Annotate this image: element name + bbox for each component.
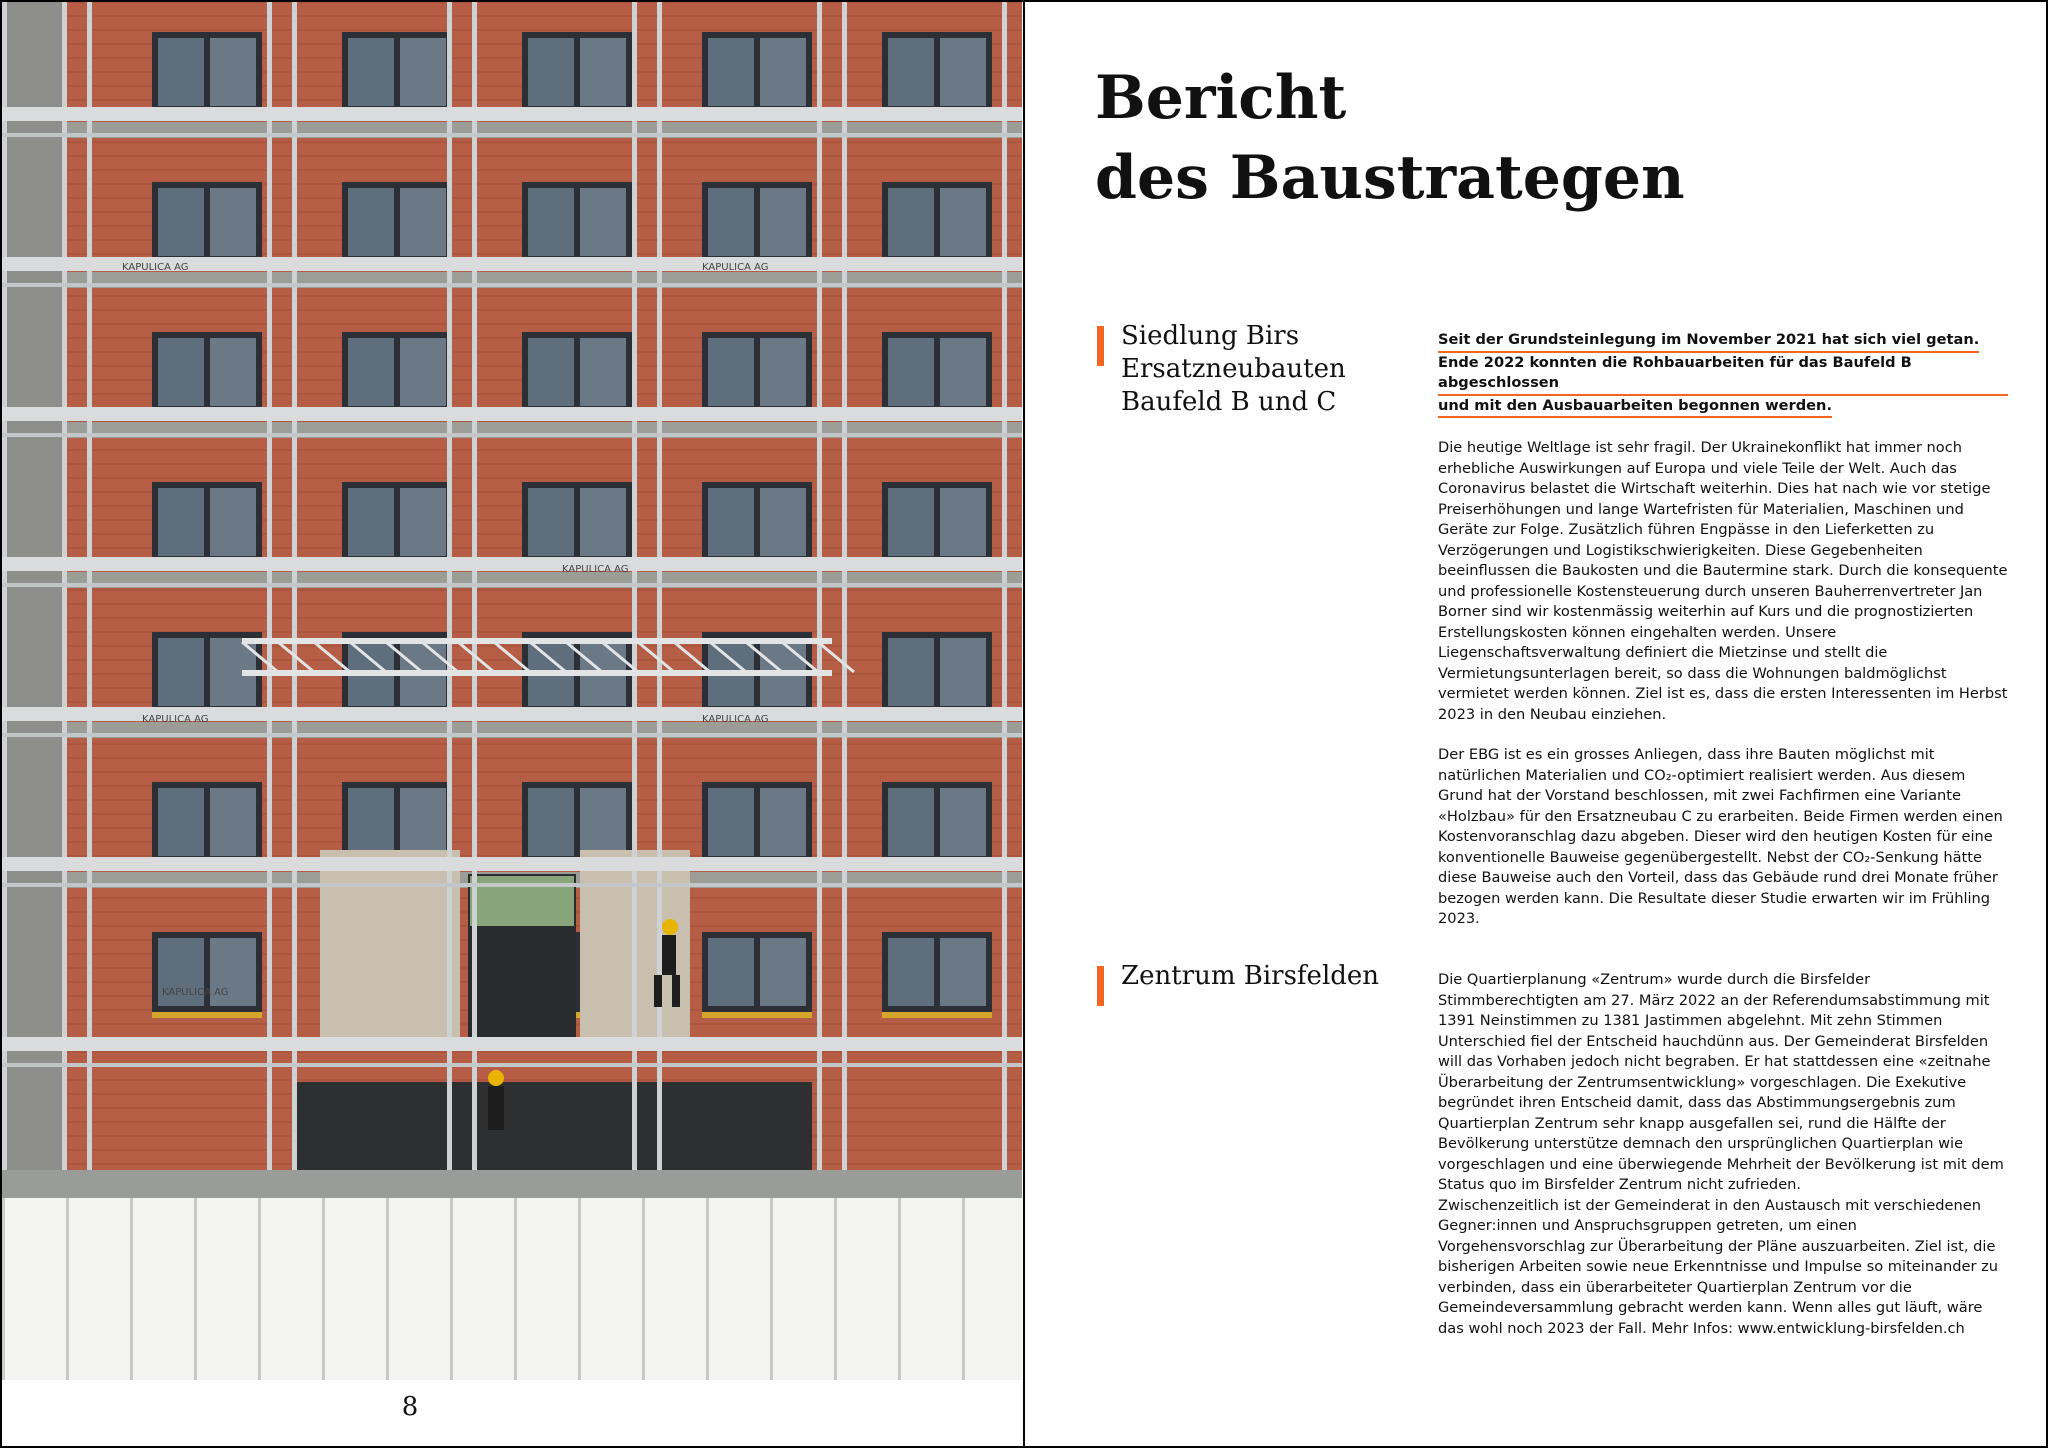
- lead-line: Seit der Grundsteinlegung im November 2021 hat sich viel getan.: [1438, 330, 1979, 353]
- heading-line: Baufeld B und C: [1121, 387, 1337, 417]
- body-paragraph: Zwischenzeitlich ist der Gemeinderat in den Austausch mit verschiedenen Gegner:innen und Anspruchsgruppen getreten, um einen Vorgehensvorschlag zur Überarbeitung der Pläne auszuarbeiten. Ziel ist, die bisherigen Arbeiten sowie neue Erkenntnisse und Impulse so miteinander zu verbinden, dass ein überarbeiteter Quartierplan Zentrum vor die Gemeindeversammlung gebracht werden kann. Wenn alles gut läuft, wäre das wohl noch 2023 der Fall. Mehr Infos: www.entwicklung-birsfelden.ch: [1438, 1196, 1999, 1337]
- signage-text: KAPULICA AG: [122, 262, 189, 273]
- heading-line: Siedlung Birs: [1121, 321, 1300, 351]
- right-page: [1025, 0, 2048, 1448]
- signage-text: KAPULICA AG: [702, 714, 769, 725]
- construction-photo: [2, 2, 1022, 1380]
- section-heading-siedlung-birs: [1097, 320, 1346, 419]
- lead-line: und mit den Ausbauarbeiten begonnen werden.: [1438, 396, 1832, 419]
- body-paragraph: Die heutige Weltlage ist sehr fragil. Der Ukrainekonflikt hat immer noch erhebliche Auswirkungen auf Europa und viele Teile der Welt. Auch das Coronavirus belastet die Wirtschaft weiterhin. Dies hat nach wie vor stetige Preiserhöhungen und lange Wartefristen für Materialien, Maschinen und Geräte zur Folge. Zusätzlich führen Engpässe in den Lieferketten zu Verzögerungen und Logistikschwierigkeiten. Diese Gegebenheiten beeinflussen die Baukosten und die Bautermine stark. Durch die konsequente und professionelle Kostensteuerung durch unseren Bauherrenvertreter Jan Borner sind wir kostenmässig weiterhin auf Kurs und die prognostizierten Erstellungskosten können eingehalten werden. Unsere Liegenschaftsverwaltung definiert die Mietzinse und stellt die Vermietungsunterlagen bereit, so dass die Wohnungen baldmöglichst vermietet werden können. Ziel ist es, dass die ersten Interessenten im Herbst 2023 in den Neubau einziehen.: [1438, 439, 2008, 723]
- accent-bar: [1097, 966, 1104, 1006]
- title-line: des Baustrategen: [1095, 143, 1685, 213]
- section-heading-zentrum-birsfelden: [1097, 960, 1379, 993]
- section-body-zentrum-birsfelden: [1438, 970, 2008, 1339]
- title-line: Bericht: [1095, 63, 1347, 133]
- section-heading: [1121, 320, 1346, 419]
- signage-text: KAPULICA AG: [142, 714, 209, 725]
- photo-construction-scaffolding-icon: [2, 2, 1022, 1380]
- section-body-siedlung-birs: [1438, 330, 2008, 930]
- left-page: [0, 0, 1023, 1448]
- signage-text: KAPULICA AG: [162, 987, 229, 998]
- page-number: 8: [401, 1392, 419, 1422]
- signage-text: KAPULICA AG: [702, 262, 769, 273]
- heading-line: Ersatzneubauten: [1121, 354, 1346, 384]
- body-paragraph: Der EBG ist es ein grosses Anliegen, dass ihre Bauten möglichst mit natürlichen Materialien und CO₂-optimiert realisiert werden. Aus diesem Grund hat der Vorstand beschlossen, mit zwei Fachfirmen eine Variante «Holzbau» für den Ersatzneubau C zu erarbeiten. Beide Firmen werden einen Kostenvoranschlag dazu abgeben. Dieser wird den heutigen Kosten für eine konventionelle Bauweise gegenübergestellt. Nebst der CO₂-Senkung hätte diese Bauweise auch den Vorteil, dass das Gebäude rund drei Monate früher bezogen werden kann. Die Resultate dieser Studie erwarten wir im Frühling 2023.: [1438, 746, 2003, 927]
- body-paragraph: Die Quartierplanung «Zentrum» wurde durch die Birsfelder Stimmberechtigten am 27. März 2022 an der Referendumsabstimmung mit 1391 Neinstimmen zu 1381 Jastimmen abgelehnt. Mit zehn Stimmen Unterschied fiel der Entscheid hauchdünn aus. Der Gemeinderat Birsfelden will das Vorhaben jedoch nicht begraben. Er hat stattdessen eine «zeitnahe Überarbeitung der Zentrumsentwicklung» vorgeschlagen. Die Exekutive begründet ihren Entscheid damit, dass das Abstimmungsergebnis zum Quartierplan Zentrum sehr knapp ausgefallen sei, rund die Hälfte der Bevölkerung unterstütze demnach den ursprünglichen Quartierplan wie vorgeschlagen und eine überwiegende Mehrheit der Bevölkerung ist mit dem Status quo im Birsfelder Zentrum nicht zufrieden.: [1438, 971, 2004, 1193]
- accent-bar: [1097, 326, 1104, 366]
- page-title: [1095, 58, 1685, 218]
- signage-text: KAPULICA AG: [562, 564, 629, 575]
- lead-line: Ende 2022 konnten die Rohbauarbeiten für das Baufeld B abgeschlossen: [1438, 353, 2008, 396]
- section-heading: [1121, 960, 1379, 993]
- heading-line: Zentrum Birsfelden: [1121, 961, 1380, 991]
- lead-paragraph: [1438, 330, 2008, 418]
